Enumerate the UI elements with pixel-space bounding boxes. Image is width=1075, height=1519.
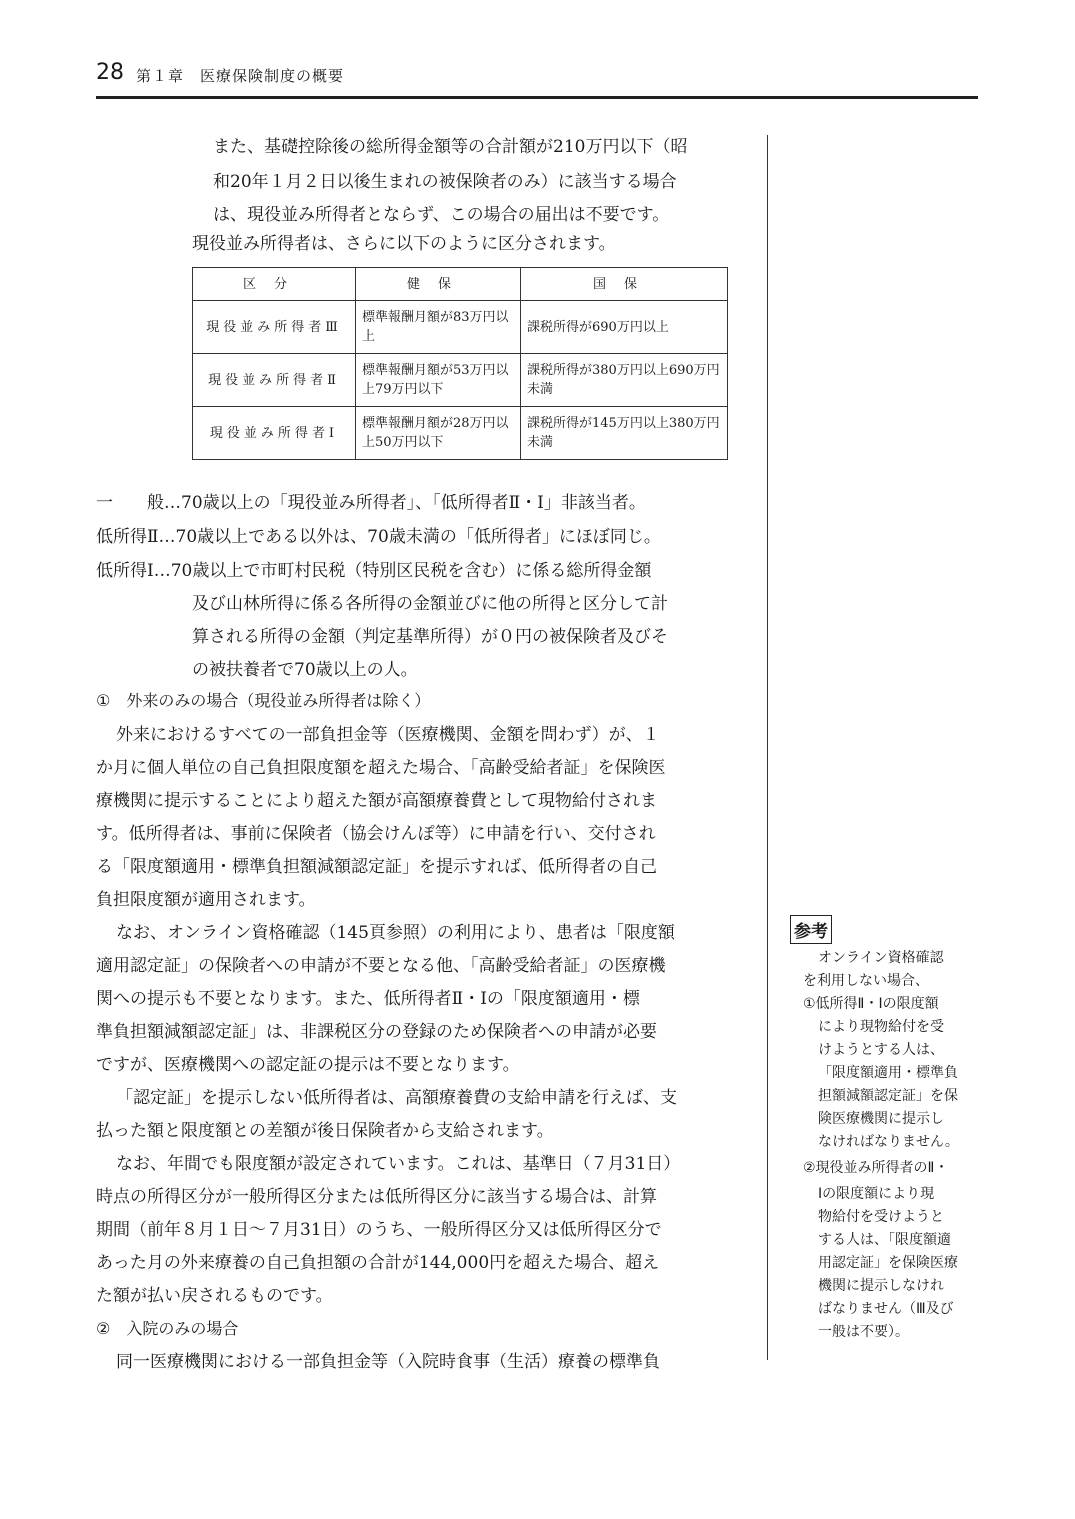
body-line: 負担限度額が適用されます。 bbox=[96, 890, 316, 910]
table-cell: 課税所得が690万円以上 bbox=[521, 301, 728, 354]
sidenote-title: 参考 bbox=[790, 915, 832, 944]
sidenote-line: Ⅰの限度額により現 bbox=[818, 1186, 935, 1202]
table-header: 区分 bbox=[193, 268, 356, 301]
body-line: か月に個人単位の自己負担限度額を超えた場合、「高齢受給者証」を保険医 bbox=[96, 758, 666, 778]
body-line: 同一医療機関における一部負担金等（入院時食事（生活）療養の標準負 bbox=[116, 1352, 660, 1372]
body-line: す。低所得者は、事前に保険者（協会けんぽ等）に申請を行い、交付され bbox=[96, 824, 656, 844]
sidenote-line: 担額減額認定証」を保 bbox=[818, 1088, 958, 1104]
sidenote-line: ばなりません（Ⅲ及び bbox=[818, 1301, 954, 1317]
definition-line: 一 般…70歳以上の「現役並み所得者」、「低所得者Ⅱ・Ⅰ」非該当者。 bbox=[96, 493, 646, 513]
sidenote-line: 険医療機関に提示し bbox=[818, 1111, 944, 1127]
definition-line: 低所得Ⅱ…70歳以上である以外は、70歳未満の「低所得者」にほぼ同じ。 bbox=[96, 527, 661, 547]
table-cell: 現役並み所得者Ⅱ bbox=[193, 354, 356, 407]
body-line: 期間（前年８月１日～７月31日）のうち、一般所得区分又は低所得区分で bbox=[96, 1220, 662, 1240]
body-line: 「認定証」を提示しない低所得者は、高額療養費の支給申請を行えば、支 bbox=[116, 1088, 677, 1108]
sidenote-line: オンライン資格確認 bbox=[818, 950, 944, 966]
column-divider bbox=[767, 135, 768, 1360]
table-cell: 課税所得が380万円以上690万円未満 bbox=[521, 354, 728, 407]
body-line: なお、オンライン資格確認（145頁参照）の利用により、患者は「限度額 bbox=[116, 923, 675, 943]
table-header: 健保 bbox=[356, 268, 521, 301]
page-number: 28 bbox=[96, 60, 124, 85]
table-cell: 標準報酬月額が28万円以上50万円以下 bbox=[356, 407, 521, 460]
income-classification-table bbox=[192, 267, 728, 460]
body-line: た額が払い戻されるものです。 bbox=[96, 1286, 333, 1306]
body-line: 適用認定証」の保険者への申請が不要となる他、「高齢受給者証」の医療機 bbox=[96, 956, 666, 976]
section-heading: ② 入院のみの場合 bbox=[96, 1319, 239, 1338]
table-row bbox=[193, 301, 728, 354]
intro-line: 和20年１月２日以後生まれの被保険者のみ）に該当する場合 bbox=[213, 172, 677, 192]
sidenote-line: ②現役並み所得者のⅡ・ bbox=[803, 1160, 949, 1176]
intro-line: また、基礎控除後の総所得金額等の合計額が210万円以下（昭 bbox=[213, 137, 688, 157]
sidenote-line: 用認定証」を保険医療 bbox=[818, 1255, 958, 1271]
definition-line: 低所得Ⅰ…70歳以上で市町村民税（特別区民税を含む）に係る総所得金額 bbox=[96, 561, 652, 581]
body-line: ですが、医療機関への認定証の提示は不要となります。 bbox=[96, 1055, 520, 1075]
section-heading: ① 外来のみの場合（現役並み所得者は除く） bbox=[96, 691, 431, 710]
body-line: 関への提示も不要となります。また、低所得者Ⅱ・Ⅰの「限度額適用・標 bbox=[96, 989, 640, 1009]
body-line: 払った額と限度額との差額が後日保険者から支給されます。 bbox=[96, 1121, 554, 1141]
body-line: 時点の所得区分が一般所得区分または低所得区分に該当する場合は、計算 bbox=[96, 1187, 657, 1207]
table-cell: 標準報酬月額が53万円以上79万円以下 bbox=[356, 354, 521, 407]
page-header bbox=[96, 60, 978, 99]
table-row bbox=[193, 407, 728, 460]
body-line: あった月の外来療養の自己負担額の合計が144,000円を超えた場合、超え bbox=[96, 1253, 660, 1273]
body-line: 準負担額減額認定証」は、非課税区分の登録のため保険者への申請が必要 bbox=[96, 1022, 657, 1042]
table-row bbox=[193, 354, 728, 407]
table-header-row bbox=[193, 268, 728, 301]
definition-line: 算される所得の金額（判定基準所得）が０円の被保険者及びそ bbox=[192, 627, 668, 647]
body-line: なお、年間でも限度額が設定されています。これは、基準日（７月31日） bbox=[116, 1154, 681, 1174]
body-line: 外来におけるすべての一部負担金等（医療機関、金額を問わず）が、１ bbox=[116, 725, 660, 745]
sidenote-line: 「限度額適用・標準負 bbox=[818, 1065, 958, 1081]
sidenote-line: する人は、「限度額適 bbox=[818, 1232, 951, 1248]
sidenote-line: 一般は不要）。 bbox=[818, 1324, 909, 1340]
table-cell: 課税所得が145万円以上380万円未満 bbox=[521, 407, 728, 460]
sidenote-line: を利用しない場合、 bbox=[803, 973, 929, 989]
sidenote-line: 物給付を受けようと bbox=[818, 1209, 944, 1225]
intro-line: は、現役並み所得者とならず、この場合の届出は不要です。 bbox=[213, 205, 670, 225]
sidenote-line: なければなりません。 bbox=[818, 1134, 959, 1150]
body-line: る「限度額適用・標準負担額減額認定証」を提示すれば、低所得者の自己 bbox=[96, 857, 657, 877]
table-header: 国保 bbox=[521, 268, 728, 301]
sidenote-line: ①低所得Ⅱ・Ⅰの限度額 bbox=[803, 996, 939, 1012]
definition-line: 及び山林所得に係る各所得の金額並びに他の所得と区分して計 bbox=[192, 594, 668, 614]
definition-line: の被扶養者で70歳以上の人。 bbox=[192, 660, 418, 680]
table-cell: 現役並み所得者Ⅲ bbox=[193, 301, 356, 354]
sidenote-line: けようとする人は、 bbox=[818, 1042, 944, 1058]
sidenote-line: 機関に提示しなけれ bbox=[818, 1278, 944, 1294]
table-cell: 現役並み所得者Ⅰ bbox=[193, 407, 356, 460]
body-line: 療機関に提示することにより超えた額が高額療養費として現物給付されま bbox=[96, 791, 657, 811]
table-cell: 標準報酬月額が83万円以上 bbox=[356, 301, 521, 354]
intro-line: 現役並み所得者は、さらに以下のように区分されます。 bbox=[192, 234, 616, 254]
sidenote-line: により現物給付を受 bbox=[818, 1019, 944, 1035]
chapter-title: 第１章 医療保険制度の概要 bbox=[136, 67, 345, 85]
